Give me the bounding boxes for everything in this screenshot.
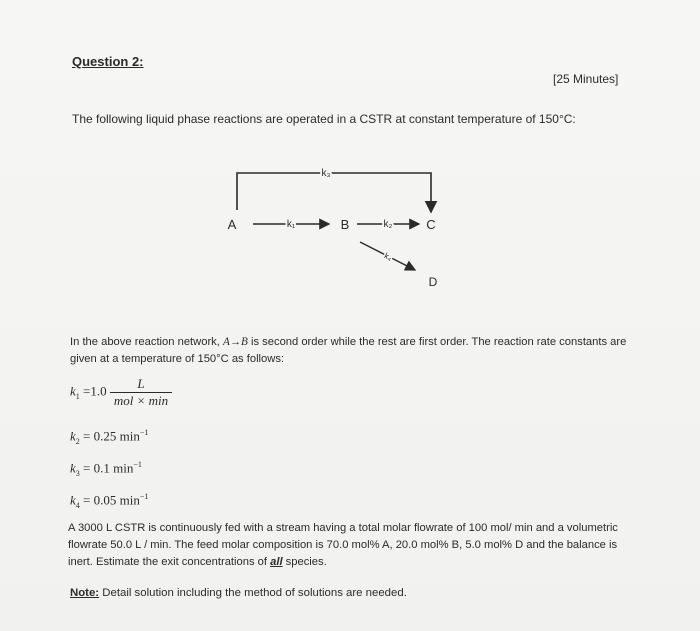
- k3-path: [237, 173, 431, 212]
- k3-symbol: k: [70, 460, 76, 476]
- species-d: D: [428, 275, 438, 289]
- k3-subscript: 3: [75, 468, 80, 478]
- k3-equation: [70, 460, 142, 478]
- k2-symbol: k: [70, 428, 76, 444]
- para1-text-b: is second order while the rest are first order. The reaction rate constants are given at a temperature of 150°C as follows:: [70, 336, 627, 365]
- k1-label: k₁: [286, 219, 296, 230]
- reaction-network-diagram: [215, 160, 460, 295]
- k4-symbol: k: [70, 492, 76, 508]
- reaction-order-paragraph: [70, 334, 640, 368]
- note-label: Note:: [70, 587, 100, 599]
- k4-exponent: −1: [139, 492, 149, 501]
- para2-emphasis: all: [270, 556, 283, 568]
- time-allotment: [25 Minutes]: [553, 72, 619, 86]
- para2-text-a: A 3000 L CSTR is continuously fed with a stream having a total molar flowrate of 100 mol/ min and a volumetric flowrate 50.0 L / min. The feed molar composition is 70.0 mol% A, 20.0 mol% B, 5.0 mol% D and the balance is inert. Estimate the exit concentrations of: [68, 522, 618, 568]
- k1-unit-numerator: L: [110, 376, 172, 393]
- k2-subscript: 2: [75, 436, 80, 446]
- question-intro: The following liquid phase reactions are operated in a CSTR at constant temperature of 150°C:: [72, 112, 576, 126]
- species-a: A: [227, 217, 237, 232]
- k1-equation: [70, 376, 172, 409]
- note-line: [70, 587, 407, 599]
- k4-value: = 0.05 min: [83, 492, 140, 508]
- para1-math: A→B: [223, 336, 248, 348]
- k4-subscript: 4: [75, 500, 80, 510]
- k1-subscript: 1: [75, 392, 80, 402]
- k1-symbol: k: [70, 383, 76, 399]
- k4-label: k₄: [382, 251, 394, 263]
- k1-unit-fraction: [110, 376, 172, 409]
- k2-label: k₂: [383, 219, 393, 230]
- k1-value: =1.0: [83, 383, 107, 399]
- k3-label: k₃: [321, 168, 331, 179]
- k3-exponent: −1: [133, 460, 142, 469]
- k4-equation: [70, 492, 148, 510]
- question-title: Question 2:: [72, 54, 144, 69]
- k3-value: = 0.1 min: [83, 460, 134, 476]
- species-c: C: [426, 217, 436, 232]
- k2-exponent: −1: [139, 428, 149, 437]
- k2-equation: [70, 428, 148, 446]
- para1-text-a: In the above reaction network,: [70, 336, 223, 348]
- note-text: Detail solution including the method of solutions are needed.: [99, 587, 407, 599]
- para2-text-b: species.: [282, 556, 327, 568]
- cstr-feed-paragraph: [68, 520, 643, 571]
- k1-unit-denominator: mol × min: [113, 393, 169, 408]
- k2-value: = 0.25 min: [83, 428, 140, 444]
- species-b: B: [340, 217, 350, 232]
